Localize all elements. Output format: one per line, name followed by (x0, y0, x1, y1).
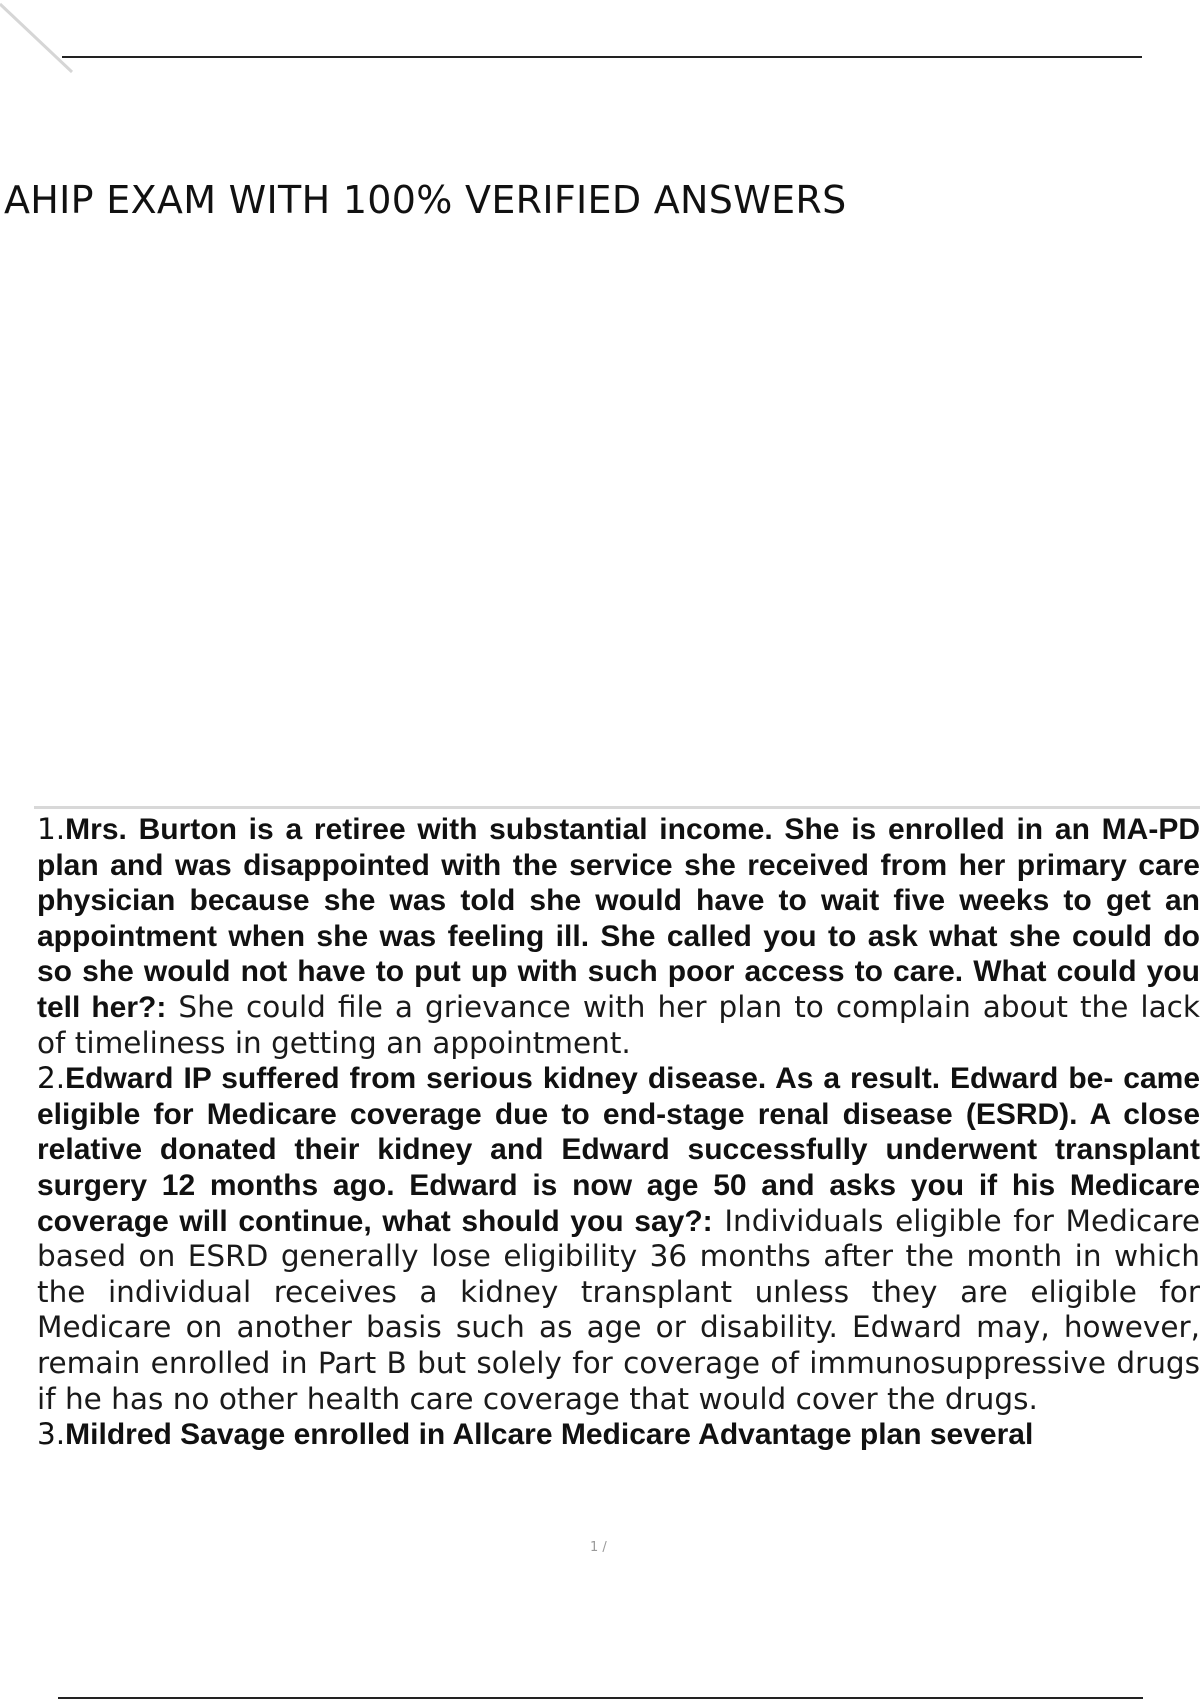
question-item-2 (30, 1061, 1200, 1417)
document-title: AHIP EXAM WITH 100% VERIFIED ANSWERS (4, 178, 847, 222)
answer-text: She could file a grievance with her plan to complain about the lack of timeliness in getting an appointment. (37, 989, 1200, 1060)
header-rule (62, 56, 1142, 58)
footer-rule (58, 1697, 1143, 1699)
page-number: 1 / (590, 1540, 607, 1555)
question-text: Edward IP suffered from serious kidney disease. As a result. Edward be- came eligible for Medicare coverage due to end-stage renal disease (ESRD). A close relative donated their kidney and Edward successfully underwent transplant surgery 12 months ago. Edward is now age 50 and asks you if his Medicare coverage will continue, what should you say?: (37, 1062, 1200, 1238)
answer-text: Individuals eligible for Medicare based on ESRD generally lose eligibility 36 months after the month in which the individual receives a kidney transplant unless they are eligible for Medicare on another basis such as age or disability. Edward may, however, remain enrolled in Part B but solely for coverage of immunosuppressive drugs if he has no other health care coverage that would cover the drugs. (37, 1203, 1200, 1416)
question-number: 2. (37, 1061, 66, 1096)
section-divider (34, 806, 1200, 809)
question-text: Mrs. Burton is a retiree with substantial income. She is enrolled in an MA-PD plan and was disappointed with the service she received from her primary care physician because she was told she would have to wait five weeks to get an appointment when she was feeling ill. She called you to ask what she could do so she would not have to put up with such poor access to care. What could you tell her?: (37, 813, 1200, 1024)
question-number: 3. (37, 1417, 66, 1452)
question-item-1 (30, 812, 1200, 1061)
corner-fold-mark (0, 0, 80, 80)
question-list (30, 812, 1200, 1453)
question-number: 1. (37, 812, 66, 846)
question-text: Mildred Savage enrolled in Allcare Medicare Advantage plan several (65, 1418, 1034, 1452)
question-item-3 (30, 1417, 1200, 1453)
